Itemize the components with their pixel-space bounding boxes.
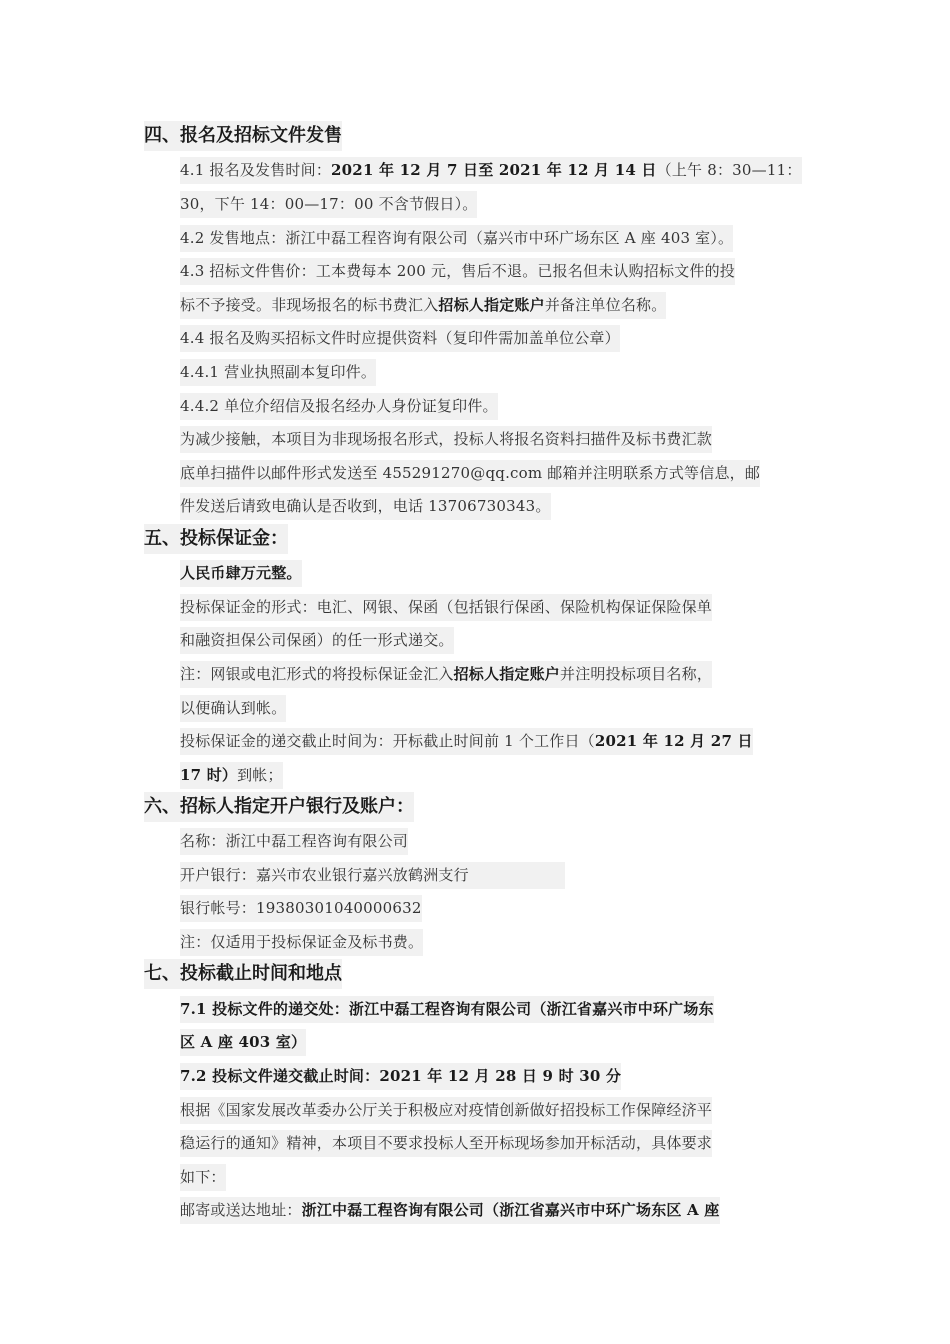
- paragraph-line: 4.3 招标文件售价：工本费每本 200 元，售后不退。已报名但未认购招标文件的投: [180, 258, 735, 285]
- text-run: 标不予接受。非现场报名的标书费汇入: [180, 296, 439, 314]
- paragraph-line: 7.1 投标文件的递交处：浙江中磊工程咨询有限公司（浙江省嘉兴市中环广场东: [180, 996, 714, 1023]
- paragraph-line: 4.4 报名及购买招标文件时应提供资料（复印件需加盖单位公章）: [180, 325, 620, 352]
- paragraph-line: 为减少接触，本项目为非现场报名形式，投标人将报名资料扫描件及标书费汇款: [180, 426, 712, 453]
- paragraph-line: [180, 728, 753, 755]
- text-run: 投标保证金的递交截止时间为：开标截止时间前 1 个工作日（: [180, 732, 595, 750]
- bold-text-run: 2021 年 12 月 7 日至 2021 年 12 月 14 日: [331, 161, 657, 179]
- paragraph-line: 区 A 座 403 室）: [180, 1029, 306, 1056]
- paragraph-line: 4.2 发售地点：浙江中磊工程咨询有限公司（嘉兴市中环广场东区 A 座 403 室）。: [180, 225, 733, 252]
- bold-text-run: 招标人指定账户: [453, 665, 561, 683]
- paragraph-line: 和融资担保公司保函）的任一形式递交。: [180, 627, 454, 654]
- paragraph-line: 底单扫描件以邮件形式发送至 455291270@qq.com 邮箱并注明联系方式等信息，邮: [180, 460, 760, 487]
- section-heading-bank-account: 六、招标人指定开户银行及账户：: [144, 792, 414, 822]
- text-run: 到帐；: [237, 766, 283, 784]
- bond-amount: 人民币肆万元整。: [180, 560, 302, 587]
- text-run: 4.1 报名及发售时间：: [180, 161, 332, 179]
- paragraph-line: 件发送后请致电确认是否收到，电话 13706730343。: [180, 493, 551, 520]
- paragraph-line: [180, 292, 666, 319]
- bold-text-run: 2021 年 12 月 27 日: [594, 732, 753, 750]
- paragraph-line: 根据《国家发展改革委办公厅关于积极应对疫情创新做好招投标工作保障经济平: [180, 1097, 712, 1124]
- paragraph-line: [180, 762, 283, 789]
- text-run: （上午 8：30—11：: [656, 161, 802, 179]
- section-heading-registration: 四、报名及招标文件发售: [144, 121, 342, 151]
- paragraph-line: 如下：: [180, 1164, 226, 1191]
- account-name: 名称：浙江中磊工程咨询有限公司: [180, 828, 408, 855]
- section-heading-bid-bond: 五、投标保证金：: [144, 524, 288, 554]
- paragraph-line: 投标保证金的形式：电汇、网银、保函（包括银行保函、保险机构保证保险保单: [180, 594, 712, 621]
- paragraph-line: [180, 661, 712, 688]
- bank-name: 开户银行：嘉兴市农业银行嘉兴放鹤洲支行: [180, 862, 565, 889]
- text-run: 并注明投标项目名称，: [560, 665, 713, 683]
- paragraph-line: 4.4.1 营业执照副本复印件。: [180, 359, 376, 386]
- paragraph-line: [180, 1197, 720, 1224]
- text-run: 邮寄或送达地址：: [180, 1201, 302, 1219]
- paragraph-line: [180, 157, 802, 184]
- text-run: 注：网银或电汇形式的将投标保证金汇入: [180, 665, 454, 683]
- paragraph-line: 稳运行的通知》精神，本项目不要求投标人至开标现场参加开标活动，具体要求: [180, 1130, 712, 1157]
- bold-text-run: 招标人指定账户: [438, 296, 545, 314]
- account-number: 银行帐号：19380301040000632: [180, 895, 422, 922]
- paragraph-line: 4.4.2 单位介绍信及报名经办人身份证复印件。: [180, 393, 498, 420]
- paragraph-line: 30，下午 14：00—17：00 不含节假日）。: [180, 191, 477, 218]
- bold-text-run: 17 时）: [180, 766, 238, 784]
- paragraph-line: 以便确认到帐。: [180, 695, 286, 722]
- paragraph-line: 注：仅适用于投标保证金及标书费。: [180, 929, 423, 956]
- bold-text-run: 浙江中磊工程咨询有限公司（浙江省嘉兴市中环广场东区 A 座: [301, 1201, 720, 1219]
- text-run: 并备注单位名称。: [544, 296, 667, 314]
- submission-deadline: 7.2 投标文件递交截止时间：2021 年 12 月 28 日 9 时 30 分: [180, 1063, 621, 1090]
- section-heading-deadline: 七、投标截止时间和地点: [144, 959, 342, 989]
